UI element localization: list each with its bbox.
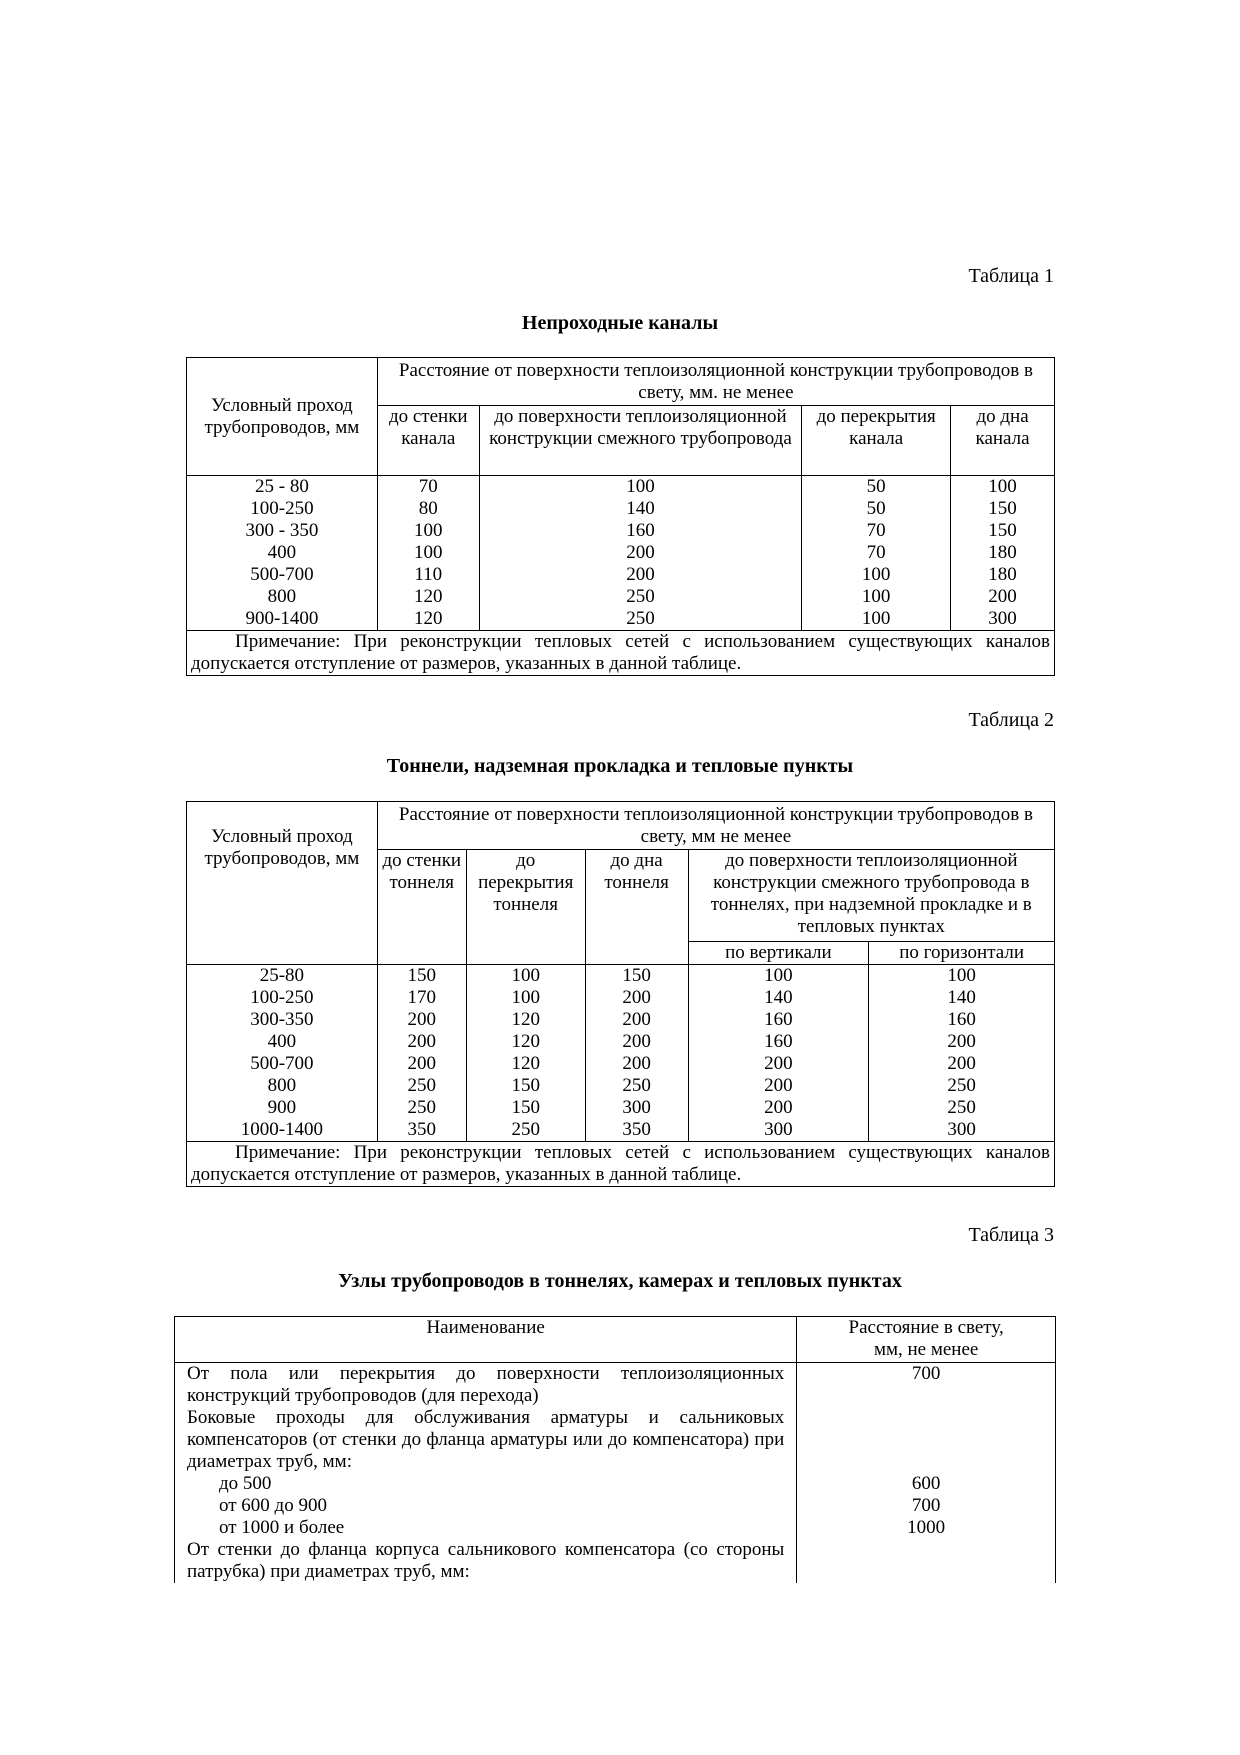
table1-cell: 180 xyxy=(951,542,1055,564)
table2-cell: 160 xyxy=(688,1031,869,1053)
table1-cell: 250 xyxy=(479,586,802,608)
table3-row3-text: От стенки до фланца корпуса сальникового компенсатора (со стороны патрубка) при диаметрах труб, мм: xyxy=(175,1539,797,1583)
table1-cell: 150 xyxy=(951,520,1055,542)
table2-cell: 250 xyxy=(377,1097,466,1119)
table2-cell: 120 xyxy=(466,1009,585,1031)
table2-cell: 200 xyxy=(377,1009,466,1031)
table3 xyxy=(174,1316,1056,1583)
table1-title: Непроходные каналы xyxy=(521,312,719,334)
table1-label: Таблица 1 xyxy=(968,265,1054,287)
table2-cell: 300 xyxy=(585,1097,688,1119)
table2-header-wall: до стенки тоннеля xyxy=(377,850,466,965)
table1-cell: 200 xyxy=(479,564,802,586)
table1-cell: 300 xyxy=(951,608,1055,631)
table3-header-name: Наименование xyxy=(175,1317,797,1363)
table2-header-adjacent: до поверхности теплоизоляционной конструкции смежного трубопровода в тоннелях, при надземной прокладке и в тепловых пунктах xyxy=(688,850,1054,942)
table2-cell: 350 xyxy=(585,1119,688,1142)
table2-header-pipe: Условный проход трубопроводов, мм xyxy=(187,802,378,965)
table2-cell: 200 xyxy=(869,1053,1055,1075)
table2-header-horizontal: по горизонтали xyxy=(869,942,1055,965)
table2-cell: 800 xyxy=(187,1075,378,1097)
table2-cell: 100 xyxy=(688,965,869,988)
table2-row xyxy=(187,987,1055,1009)
table2-row xyxy=(187,965,1055,988)
table2-label: Таблица 2 xyxy=(968,709,1054,731)
table1-cell: 900-1400 xyxy=(187,608,378,631)
table3-subrow-label: от 600 до 900 xyxy=(175,1495,797,1517)
table3-header-distance xyxy=(797,1317,1056,1363)
table1-cell: 150 xyxy=(951,498,1055,520)
table2-cell: 300 xyxy=(869,1119,1055,1142)
table3-subrow-value: 700 xyxy=(797,1495,1056,1517)
table2-cell: 200 xyxy=(585,987,688,1009)
table2-cell: 120 xyxy=(466,1053,585,1075)
table2-cell: 120 xyxy=(466,1031,585,1053)
table2-cell: 150 xyxy=(466,1075,585,1097)
table3-row2-text: Боковые проходы для обслуживания арматуры и сальниковых компенсаторов (от стенки до фланца арматуры или до компенсатора) при диаметрах труб, мм: xyxy=(175,1407,797,1473)
table1-row xyxy=(187,498,1055,520)
table1-cell: 50 xyxy=(802,476,951,499)
table3-row1-value: 700 xyxy=(797,1363,1056,1408)
table3-title: Узлы трубопроводов в тоннелях, камерах и тепловых пунктах xyxy=(338,1270,902,1292)
table3-subrow xyxy=(175,1517,1056,1539)
table2-cell: 200 xyxy=(688,1097,869,1119)
table2-cell: 140 xyxy=(869,987,1055,1009)
table2-row xyxy=(187,1009,1055,1031)
table2-header-group: Расстояние от поверхности теплоизоляционной конструкции трубопроводов в свету, мм не менее xyxy=(377,802,1054,850)
table2-row xyxy=(187,1075,1055,1097)
table1-cell: 100-250 xyxy=(187,498,378,520)
table1-cell: 100 xyxy=(951,476,1055,499)
table1-body xyxy=(187,476,1055,631)
table1-cell: 140 xyxy=(479,498,802,520)
table2-cell: 200 xyxy=(585,1009,688,1031)
table1-cell: 250 xyxy=(479,608,802,631)
table1-header-pipe: Условный проход трубопроводов, мм xyxy=(187,358,378,476)
table1-row xyxy=(187,564,1055,586)
table2-cell: 300-350 xyxy=(187,1009,378,1031)
table3-header-distance-line2: мм, не менее xyxy=(873,1339,979,1360)
table2-cell: 350 xyxy=(377,1119,466,1142)
table1-cell: 120 xyxy=(377,586,479,608)
table2-cell: 200 xyxy=(688,1075,869,1097)
table2-cell: 900 xyxy=(187,1097,378,1119)
table1-cell: 120 xyxy=(377,608,479,631)
table2-cell: 25-80 xyxy=(187,965,378,988)
table2-cell: 500-700 xyxy=(187,1053,378,1075)
table2-cell: 250 xyxy=(377,1075,466,1097)
table1-header-ceiling: до перекрытия канала xyxy=(802,406,951,476)
table1-cell: 80 xyxy=(377,498,479,520)
table2-cell: 160 xyxy=(688,1009,869,1031)
table2-cell: 150 xyxy=(377,965,466,988)
table1-cell: 100 xyxy=(377,542,479,564)
table1-header-adjacent: до поверхности теплоизоляционной конструкции смежного трубопровода xyxy=(479,406,802,476)
table1-header-wall: до стенки канала xyxy=(377,406,479,476)
table1-cell: 25 - 80 xyxy=(187,476,378,499)
table2-cell: 300 xyxy=(688,1119,869,1142)
table1-note: Примечание: При реконструкции тепловых сетей с использованием существующих каналов допускается отступление от размеров, указанных в данной таблице. xyxy=(187,631,1055,676)
table1 xyxy=(186,357,1055,676)
table2-cell: 200 xyxy=(377,1031,466,1053)
table2-cell: 400 xyxy=(187,1031,378,1053)
table2-header-ceiling: до перекрытия тоннеля xyxy=(466,850,585,965)
table3-subrow-value: 600 xyxy=(797,1473,1056,1495)
table1-cell: 100 xyxy=(479,476,802,499)
table1-cell: 100 xyxy=(802,586,951,608)
table2-row xyxy=(187,1097,1055,1119)
table1-row xyxy=(187,608,1055,631)
table1-cell: 100 xyxy=(802,564,951,586)
table1-cell: 110 xyxy=(377,564,479,586)
table2-cell: 200 xyxy=(585,1031,688,1053)
table2-cell: 170 xyxy=(377,987,466,1009)
table1-cell: 400 xyxy=(187,542,378,564)
table2-cell: 200 xyxy=(869,1031,1055,1053)
table1-cell: 300 - 350 xyxy=(187,520,378,542)
table1-cell: 70 xyxy=(802,542,951,564)
table1-cell: 100 xyxy=(802,608,951,631)
table2-cell: 250 xyxy=(585,1075,688,1097)
table3-row1-text: От пола или перекрытия до поверхности теплоизоляционных конструкций трубопроводов (для перехода) xyxy=(175,1363,797,1408)
table1-cell: 200 xyxy=(951,586,1055,608)
table1-cell: 70 xyxy=(802,520,951,542)
table1-row xyxy=(187,586,1055,608)
table2-cell: 200 xyxy=(688,1053,869,1075)
table1-cell: 200 xyxy=(479,542,802,564)
table3-label: Таблица 3 xyxy=(968,1224,1054,1246)
table2-cell: 150 xyxy=(466,1097,585,1119)
table3-subrow-label: от 1000 и более xyxy=(175,1517,797,1539)
table1-cell: 180 xyxy=(951,564,1055,586)
table1-row xyxy=(187,520,1055,542)
table3-subrow xyxy=(175,1473,1056,1495)
table2-cell: 100 xyxy=(466,987,585,1009)
table3-row3-value xyxy=(797,1539,1056,1583)
table3-subrow xyxy=(175,1495,1056,1517)
table1-row xyxy=(187,542,1055,564)
table1-header-group: Расстояние от поверхности теплоизоляционной конструкции трубопроводов в свету, мм. не менее xyxy=(377,358,1054,406)
table3-header-distance-line1: Расстояние в свету, xyxy=(848,1317,1004,1338)
table3-subrow-value: 1000 xyxy=(797,1517,1056,1539)
table2-cell: 200 xyxy=(377,1053,466,1075)
table2-cell: 250 xyxy=(466,1119,585,1142)
table1-row xyxy=(187,476,1055,499)
table2-cell: 150 xyxy=(585,965,688,988)
table2-body xyxy=(187,965,1055,1142)
table1-cell: 70 xyxy=(377,476,479,499)
table3-subrow-label: до 500 xyxy=(175,1473,797,1495)
table3-row2-value xyxy=(797,1407,1056,1473)
table2-cell: 250 xyxy=(869,1075,1055,1097)
table2-cell: 100-250 xyxy=(187,987,378,1009)
table2-cell: 100 xyxy=(466,965,585,988)
table3-subrows xyxy=(175,1473,1056,1539)
table2-cell: 100 xyxy=(869,965,1055,988)
table2-row xyxy=(187,1053,1055,1075)
table2-title: Тоннели, надземная прокладка и тепловые пункты xyxy=(386,755,854,777)
table2-cell: 160 xyxy=(869,1009,1055,1031)
table2-row xyxy=(187,1119,1055,1142)
table2-header-bottom: до дна тоннеля xyxy=(585,850,688,965)
table2-cell: 200 xyxy=(585,1053,688,1075)
table2-cell: 250 xyxy=(869,1097,1055,1119)
table2-row xyxy=(187,1031,1055,1053)
table1-cell: 50 xyxy=(802,498,951,520)
table2-note: Примечание: При реконструкции тепловых сетей с использованием существующих каналов допускается отступление от размеров, указанных в данной таблице. xyxy=(187,1142,1055,1187)
table2-header-vertical: по вертикали xyxy=(688,942,869,965)
table1-cell: 800 xyxy=(187,586,378,608)
table2-cell: 1000-1400 xyxy=(187,1119,378,1142)
table1-cell: 100 xyxy=(377,520,479,542)
table1-header-bottom: до дна канала xyxy=(951,406,1055,476)
table2 xyxy=(186,801,1055,1187)
table1-cell: 500-700 xyxy=(187,564,378,586)
table2-cell: 140 xyxy=(688,987,869,1009)
table1-cell: 160 xyxy=(479,520,802,542)
